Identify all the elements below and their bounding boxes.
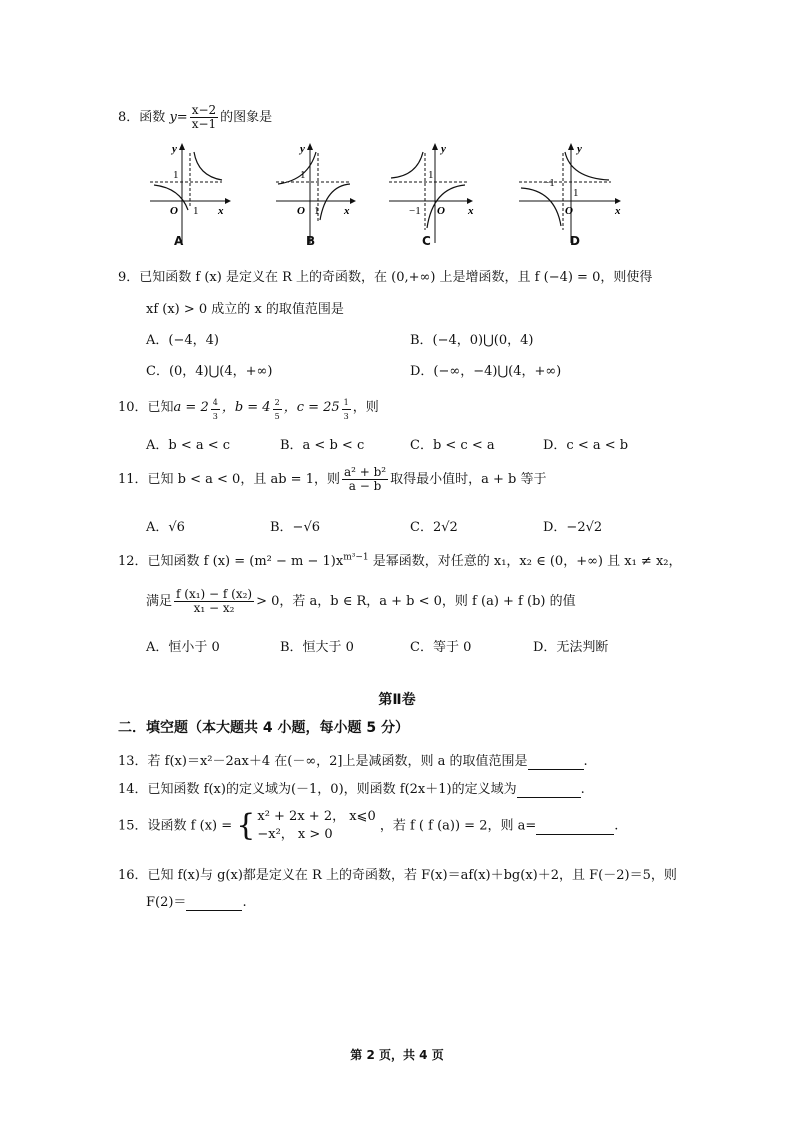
q15-answer-blank[interactable]	[536, 819, 614, 835]
q14-answer-blank[interactable]	[517, 782, 581, 798]
q11-option-b[interactable]: B．−√6	[270, 520, 321, 535]
q10-stem: 10．已知a = 2 $^{\frac{4}{3}}$ ，b = 4 $^{\frac{2}{5}}$ ，c = 25 $^{\frac{1}{3}}$ ，则	[118, 398, 379, 421]
svg-text:1: 1	[573, 187, 579, 199]
q8-graph-a	[140, 138, 260, 253]
q10-option-c[interactable]: C．b < c < a	[410, 438, 495, 453]
svg-text:O: O	[297, 205, 305, 217]
q8-text-after: 的图象是	[220, 110, 273, 125]
svg-text:−1: −1	[543, 177, 555, 189]
q15-brace: {	[236, 808, 256, 843]
q11-option-d[interactable]: D．−2√2	[543, 520, 603, 535]
q9-line2: xf (x) > 0 成立的 x 的取值范围是	[146, 302, 344, 317]
q15-cases: x² + 2x + 2， x⩽0 −x²， x > 0	[257, 809, 376, 842]
q12-line2: 满足 $\frac{\text{f (x₁) − f (x₂)}}{\text{x₁ − x₂}}$ > 0，若 a，b ∈ R，a + b < 0，则 f (a) + f (b) 的值	[146, 587, 576, 615]
q10-option-d[interactable]: D．c < a < b	[543, 438, 629, 453]
svg-text:x: x	[615, 205, 621, 217]
q12-option-b[interactable]: B．恒大于 0	[280, 640, 354, 655]
page-footer: 第 2 页，共 4 页	[350, 1048, 444, 1062]
svg-text:O: O	[565, 205, 573, 217]
q13-answer-blank[interactable]	[528, 754, 584, 770]
q8-stem: 8．函数 y= $\frac{x-2}{x-1}$ 的图象是	[118, 103, 273, 131]
graph-a-label: A	[174, 234, 184, 248]
q10-a-exp: 4 3	[212, 398, 218, 421]
svg-text:O: O	[437, 205, 445, 217]
q9-option-d[interactable]: D．(−∞，−4)⋃(4，+∞)	[410, 364, 562, 379]
q15-stem: 15．设函数 f (x) = { x² + 2x + 2， x⩽0 −x²， x > 0 ，若 f ( f (a)) = 2，则 a= .	[118, 808, 619, 843]
q8-graph-d	[515, 138, 635, 253]
q11-stem: 11．已知 b < a < 0，且 ab = 1，则 $\frac{\text{a² + b²}}{a - b}$ 取得最小值时，a + b 等于	[118, 465, 547, 493]
svg-text:1: 1	[193, 205, 199, 217]
svg-text:y: y	[172, 143, 177, 155]
svg-text:x: x	[344, 205, 350, 217]
svg-text:O: O	[170, 205, 178, 217]
q11-option-a[interactable]: A．√6	[146, 520, 185, 535]
q8-fraction: $\frac{x-2}{x-1}$	[191, 103, 217, 131]
svg-text:y: y	[441, 143, 446, 155]
q8-graph-c	[385, 138, 505, 253]
q11-fraction: $\frac{\text{a² + b²}}{a - b}$	[343, 465, 387, 493]
q8-graph-b	[270, 138, 390, 253]
q8-text: 函数	[139, 110, 166, 125]
q10-b-exp: 2 5	[274, 398, 280, 421]
q10-c-exp: 1 3	[343, 398, 349, 421]
graph-c-label: C	[422, 234, 431, 248]
q9-option-c[interactable]: C．(0，4)⋃(4，+∞)	[146, 364, 273, 379]
q12-option-c[interactable]: C．等于 0	[410, 640, 472, 655]
q16-line1: 16．已知 f(x)与 g(x)都是定义在 R 上的奇函数，若 F(x)＝af(x)＋bg(x)＋2，且 F(－2)＝5，则	[118, 868, 677, 883]
graph-c-svg	[385, 138, 505, 253]
q12-option-a[interactable]: A．恒小于 0	[146, 640, 220, 655]
graph-d-label: D	[570, 234, 580, 248]
q12-line1: 12．已知函数 f $(x) = (m^2 - m - 1)x^{m^3-1}$ 是幂函数，对任意的 x₁，x₂ ∈ (0，+∞) 且 x₁ ≠ x₂，	[118, 552, 682, 569]
svg-text:y: y	[577, 143, 582, 155]
svg-text:x: x	[218, 205, 224, 217]
q13-stem: 13．若 f(x)＝x²－2ax＋4 在(－∞，2]上是减函数，则 a 的取值范围是 .	[118, 754, 588, 769]
svg-text:y: y	[300, 143, 305, 155]
q12-option-d[interactable]: D．无法判断	[533, 640, 609, 655]
q12-fraction: $\frac{\text{f (x₁) − f (x₂)}}{\text{x₁ − x₂}}$	[176, 587, 253, 615]
q9-option-a[interactable]: A．(−4，4)	[146, 333, 219, 348]
graph-b-svg	[270, 138, 390, 253]
q10-option-a[interactable]: A．b < a < c	[146, 438, 231, 453]
svg-text:−1: −1	[409, 205, 421, 217]
q16-line2: F(2)＝ .	[146, 895, 247, 910]
svg-text:1: 1	[314, 205, 320, 217]
graph-a-svg	[140, 138, 260, 253]
q11-option-c[interactable]: C．2√2	[410, 520, 458, 535]
svg-text:x: x	[468, 205, 474, 217]
q14-stem: 14．已知函数 f(x)的定义域为(－1，0)，则函数 f(2x＋1)的定义域为 .	[118, 782, 585, 797]
graph-b-label: B	[306, 234, 316, 248]
svg-text:1: 1	[428, 169, 434, 181]
q16-answer-blank[interactable]	[186, 895, 242, 911]
part2-heading: 二．填空题（本大题共 4 小题，每小题 5 分）	[118, 720, 409, 736]
q10-option-b[interactable]: B．a < b < c	[280, 438, 365, 453]
q9-option-b[interactable]: B．(−4，0)⋃(0，4)	[410, 333, 534, 348]
svg-text:1: 1	[173, 169, 179, 181]
q9-line1: 9．已知函数 f (x) 是定义在 R 上的奇函数，在 (0,+∞) 上是增函数，且 f (−4) = 0，则使得	[118, 270, 653, 285]
q8-number: 8．	[118, 110, 140, 125]
svg-text:1: 1	[300, 169, 306, 181]
section-title: 第Ⅱ卷	[378, 692, 416, 708]
